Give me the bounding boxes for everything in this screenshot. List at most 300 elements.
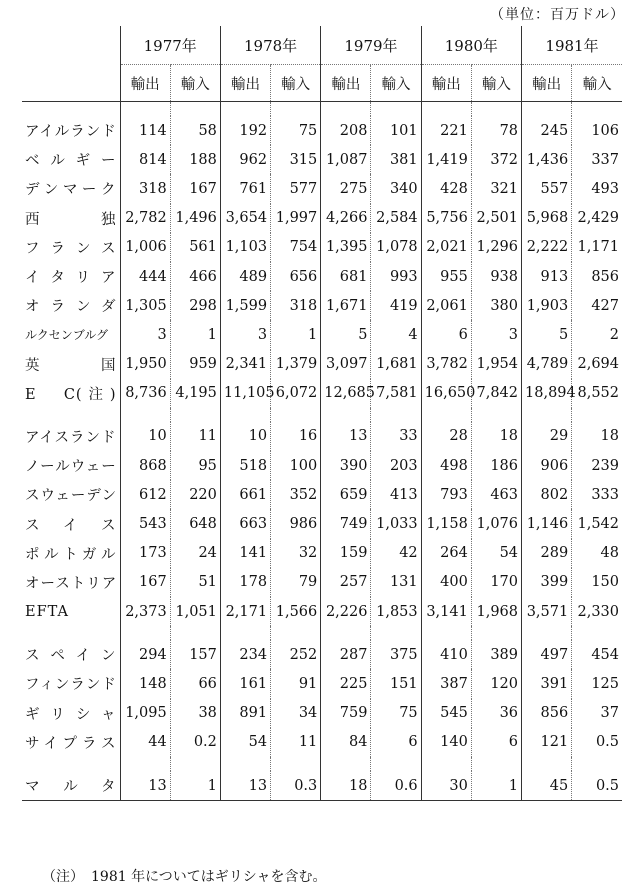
import-value: 959 [170, 350, 220, 379]
spacer-cell [22, 626, 120, 640]
spacer-cell [120, 626, 170, 640]
export-value: 3,141 [421, 597, 471, 626]
import-value: 1,566 [271, 597, 321, 626]
import-value: 1,542 [577, 516, 619, 533]
country-label: 西 独 [22, 204, 120, 233]
import-value: 0.3 [271, 771, 321, 801]
export-value: 497 [522, 640, 572, 669]
export-value: 663 [220, 509, 270, 538]
import-value: 7,581 [371, 379, 421, 408]
spacer-cell [220, 102, 270, 117]
import-value: 419 [371, 291, 421, 320]
table-row [22, 568, 622, 597]
table-row [22, 699, 622, 728]
export-value: 13 [120, 771, 170, 801]
export-value: 54 [220, 728, 270, 757]
import-value: 1,296 [471, 233, 521, 262]
export-value: 225 [321, 669, 371, 698]
export-header: 輸出 [120, 65, 170, 102]
country-label: フィンランド [22, 669, 120, 698]
spacer-cell [220, 626, 270, 640]
export-value: 121 [522, 728, 572, 757]
import-value: 427 [591, 297, 619, 314]
import-value: 150 [591, 574, 619, 591]
year-header: 1977年 [120, 26, 220, 65]
import-value: 1,171 [577, 239, 619, 256]
export-value: 208 [321, 116, 371, 145]
import-value: 6 [371, 728, 421, 757]
import-value: 220 [170, 480, 220, 509]
export-value: 3,782 [421, 350, 471, 379]
export-value: 13 [321, 422, 371, 451]
import-value: 157 [170, 640, 220, 669]
import-value: 298 [170, 291, 220, 320]
export-value: 387 [421, 669, 471, 698]
export-value: 173 [120, 539, 170, 568]
table-row [22, 350, 622, 379]
country-label: E C(注) [22, 379, 120, 408]
import-value: 2,429 [577, 210, 619, 227]
export-value: 44 [120, 728, 170, 757]
export-value: 287 [321, 640, 371, 669]
spacer-cell [421, 408, 471, 422]
import-value: 381 [371, 145, 421, 174]
import-value: 4 [371, 320, 421, 349]
export-value: 234 [220, 640, 270, 669]
export-value: 2,782 [120, 204, 170, 233]
spacer-cell [22, 757, 120, 771]
spacer-cell [471, 626, 521, 640]
import-value: 151 [371, 669, 421, 698]
import-value: 4,195 [170, 379, 220, 408]
corner-cell [22, 65, 120, 102]
footnote: （注） 1981 年についてはギリシャを含む。 [42, 869, 327, 885]
export-value: 856 [522, 699, 572, 728]
export-value: 444 [120, 262, 170, 291]
import-value: 0.5 [595, 734, 619, 751]
export-value: 10 [220, 422, 270, 451]
import-value: 337 [591, 151, 619, 168]
spacer-cell [120, 408, 170, 422]
export-value: 802 [522, 480, 572, 509]
import-value: 6,072 [271, 379, 321, 408]
export-value: 1,671 [321, 291, 371, 320]
export-value: 1,436 [522, 145, 572, 174]
spacer-cell [170, 408, 220, 422]
import-value: 91 [271, 669, 321, 698]
table-row [22, 597, 622, 626]
spacer-cell [271, 626, 321, 640]
import-value: 333 [591, 486, 619, 503]
country-label: EFTA [22, 597, 120, 626]
spacer-cell [471, 102, 521, 117]
table-row [22, 145, 622, 174]
import-value: 2,694 [577, 356, 619, 373]
spacer-cell [522, 102, 572, 117]
export-value: 793 [421, 480, 471, 509]
export-value: 18 [321, 771, 371, 801]
import-value: 37 [600, 705, 619, 722]
table-row [22, 728, 622, 757]
export-value: 891 [220, 699, 270, 728]
country-label: ポルトガル [22, 539, 120, 568]
import-value: 0.5 [572, 771, 622, 801]
export-value: 148 [120, 669, 170, 698]
table-row [22, 116, 622, 145]
export-value: 1,146 [522, 509, 572, 538]
import-value: 7,842 [471, 379, 521, 408]
import-value: 167 [170, 174, 220, 203]
import-value: 0.6 [371, 771, 421, 801]
import-value: 38 [170, 699, 220, 728]
table-row [22, 451, 622, 480]
export-value: 659 [321, 480, 371, 509]
spacer-cell [522, 408, 572, 422]
import-value: 1 [170, 771, 220, 801]
country-label: イタリア [22, 262, 120, 291]
export-header: 輸出 [522, 65, 572, 102]
table-row [22, 640, 622, 669]
import-value: 78 [471, 116, 521, 145]
corner-cell [22, 26, 120, 65]
table-row [22, 379, 622, 408]
export-value: 1,158 [421, 509, 471, 538]
export-value: 761 [220, 174, 270, 203]
import-value: 170 [471, 568, 521, 597]
export-value: 3,571 [522, 597, 572, 626]
import-value: 656 [271, 262, 321, 291]
export-value: 3,654 [220, 204, 270, 233]
import-value: 0.2 [170, 728, 220, 757]
import-value: 340 [371, 174, 421, 203]
import-value: 493 [591, 180, 619, 197]
import-value: 856 [591, 268, 619, 285]
export-header: 輸出 [421, 65, 471, 102]
spacer-cell [421, 757, 471, 771]
spacer-cell [522, 626, 572, 640]
import-value: 24 [170, 539, 220, 568]
spacer-cell [271, 102, 321, 117]
import-value: 1,954 [471, 350, 521, 379]
import-value: 252 [271, 640, 321, 669]
import-value: 2,330 [577, 603, 619, 620]
export-value: 192 [220, 116, 270, 145]
import-value: 2 [609, 326, 619, 343]
spacer-cell [170, 757, 220, 771]
spacer-cell [572, 757, 622, 771]
export-value: 3,097 [321, 350, 371, 379]
import-header: 輸入 [271, 65, 321, 102]
table-row [22, 669, 622, 698]
import-value: 36 [471, 699, 521, 728]
import-value: 2,584 [371, 204, 421, 233]
export-value: 178 [220, 568, 270, 597]
import-value: 95 [170, 451, 220, 480]
export-value: 16,650 [421, 379, 471, 408]
spacer-cell [572, 626, 622, 640]
export-value: 428 [421, 174, 471, 203]
import-value: 11 [271, 728, 321, 757]
import-value: 318 [271, 291, 321, 320]
group-spacer [22, 626, 622, 640]
import-value: 32 [271, 539, 321, 568]
import-header: 輸入 [471, 65, 521, 102]
import-value: 48 [600, 545, 619, 562]
spacer-cell [220, 408, 270, 422]
unit-caption: （単位：百万ドル） [490, 7, 625, 23]
export-value: 4,789 [522, 350, 572, 379]
export-value: 814 [120, 145, 170, 174]
import-value: 203 [371, 451, 421, 480]
import-value: 186 [471, 451, 521, 480]
export-value: 2,341 [220, 350, 270, 379]
export-value: 140 [421, 728, 471, 757]
export-value: 275 [321, 174, 371, 203]
export-value: 399 [522, 568, 572, 597]
import-value: 42 [371, 539, 421, 568]
table-row [22, 174, 622, 203]
group-spacer [22, 757, 622, 771]
import-value: 18 [471, 422, 521, 451]
table-row [22, 539, 622, 568]
export-value: 2,171 [220, 597, 270, 626]
import-value: 3 [471, 320, 521, 349]
spacer-cell [271, 408, 321, 422]
export-value: 30 [421, 771, 471, 801]
export-value: 5 [522, 320, 572, 349]
export-value: 557 [522, 174, 572, 203]
export-value: 10 [120, 422, 170, 451]
import-value: 34 [271, 699, 321, 728]
export-value: 294 [120, 640, 170, 669]
country-label: デンマーク [22, 174, 120, 203]
spacer-cell [321, 757, 371, 771]
import-value: 188 [170, 145, 220, 174]
export-value: 3 [220, 320, 270, 349]
spacer-cell [271, 757, 321, 771]
import-value: 239 [591, 457, 619, 474]
spacer-cell [120, 757, 170, 771]
import-value: 375 [371, 640, 421, 669]
import-value: 938 [471, 262, 521, 291]
country-label: 英 国 [22, 350, 120, 379]
spacer-cell [22, 408, 120, 422]
table-row [22, 509, 622, 538]
import-value: 54 [471, 539, 521, 568]
import-value: 66 [170, 669, 220, 698]
import-value: 11 [170, 422, 220, 451]
import-header: 輸入 [371, 65, 421, 102]
country-label: スウェーデン [22, 480, 120, 509]
export-value: 29 [522, 422, 572, 451]
group-spacer [22, 102, 622, 117]
import-value: 51 [170, 568, 220, 597]
import-value: 993 [371, 262, 421, 291]
country-label: オーストリア [22, 568, 120, 597]
spacer-cell [321, 626, 371, 640]
table-row [22, 771, 622, 801]
export-value: 759 [321, 699, 371, 728]
spacer-cell [421, 102, 471, 117]
export-value: 3 [120, 320, 170, 349]
import-value: 352 [271, 480, 321, 509]
import-value: 1,033 [371, 509, 421, 538]
export-value: 391 [522, 669, 572, 698]
country-label: ギリシャ [22, 699, 120, 728]
spacer-cell [522, 757, 572, 771]
import-value: 1,078 [371, 233, 421, 262]
export-value: 1,950 [120, 350, 170, 379]
export-value: 161 [220, 669, 270, 698]
export-value: 5 [321, 320, 371, 349]
export-value: 167 [120, 568, 170, 597]
import-value: 413 [371, 480, 421, 509]
import-value: 18 [600, 428, 619, 445]
import-value: 1,379 [271, 350, 321, 379]
country-label: マルタ [22, 771, 120, 801]
import-value: 2,501 [471, 204, 521, 233]
export-value: 289 [522, 539, 572, 568]
export-value: 1,095 [120, 699, 170, 728]
import-value: 454 [591, 646, 619, 663]
import-header: 輸入 [572, 65, 622, 102]
export-value: 1,087 [321, 145, 371, 174]
import-value: 1,076 [471, 509, 521, 538]
spacer-cell [371, 626, 421, 640]
import-value: 1 [471, 771, 521, 801]
export-value: 4,266 [321, 204, 371, 233]
export-value: 489 [220, 262, 270, 291]
import-value: 754 [271, 233, 321, 262]
export-value: 543 [120, 509, 170, 538]
import-value: 986 [271, 509, 321, 538]
import-value: 6 [471, 728, 521, 757]
group-spacer [22, 408, 622, 422]
import-value: 16 [271, 422, 321, 451]
spacer-cell [421, 626, 471, 640]
spacer-cell [170, 626, 220, 640]
table-row [22, 233, 622, 262]
export-value: 18,894 [522, 379, 572, 408]
import-value: 577 [271, 174, 321, 203]
export-value: 1,395 [321, 233, 371, 262]
country-label: ノールウェー [22, 451, 120, 480]
spacer-cell [371, 102, 421, 117]
table-row [22, 422, 622, 451]
import-value: 1,051 [170, 597, 220, 626]
import-value: 389 [471, 640, 521, 669]
table-body [22, 102, 622, 801]
import-value: 380 [471, 291, 521, 320]
export-value: 114 [120, 116, 170, 145]
export-value: 159 [321, 539, 371, 568]
import-value: 125 [591, 675, 619, 692]
spacer-cell [22, 102, 120, 117]
export-value: 2,226 [321, 597, 371, 626]
country-label: アイスランド [22, 422, 120, 451]
spacer-cell [572, 102, 622, 117]
export-value: 264 [421, 539, 471, 568]
country-label: ルクセンブルグ [22, 320, 120, 349]
spacer-cell [371, 757, 421, 771]
export-value: 913 [522, 262, 572, 291]
export-value: 5,968 [522, 204, 572, 233]
export-value: 28 [421, 422, 471, 451]
export-value: 1,305 [120, 291, 170, 320]
year-header-row [22, 26, 622, 65]
import-value: 463 [471, 480, 521, 509]
export-value: 400 [421, 568, 471, 597]
import-value: 466 [170, 262, 220, 291]
spacer-cell [471, 408, 521, 422]
table-row [22, 480, 622, 509]
export-value: 5,756 [421, 204, 471, 233]
import-value: 100 [271, 451, 321, 480]
import-value: 1 [271, 320, 321, 349]
country-label: スペイン [22, 640, 120, 669]
spacer-cell [120, 102, 170, 117]
year-header: 1979年 [321, 26, 421, 65]
export-value: 12,685 [321, 379, 371, 408]
import-value: 79 [271, 568, 321, 597]
export-value: 749 [321, 509, 371, 538]
export-value: 2,222 [522, 233, 572, 262]
export-value: 13 [220, 771, 270, 801]
spacer-cell [321, 408, 371, 422]
import-value: 106 [591, 122, 619, 139]
export-value: 2,061 [421, 291, 471, 320]
import-value: 120 [471, 669, 521, 698]
import-value: 1,681 [371, 350, 421, 379]
spacer-cell [471, 757, 521, 771]
export-value: 681 [321, 262, 371, 291]
export-value: 1,419 [421, 145, 471, 174]
year-header: 1981年 [522, 26, 622, 65]
country-label: サイプラス [22, 728, 120, 757]
export-value: 257 [321, 568, 371, 597]
import-value: 315 [271, 145, 321, 174]
import-value: 1 [170, 320, 220, 349]
export-value: 2,021 [421, 233, 471, 262]
import-value: 1,853 [371, 597, 421, 626]
table-row [22, 262, 622, 291]
year-header: 1980年 [421, 26, 521, 65]
country-label: フランス [22, 233, 120, 262]
export-value: 962 [220, 145, 270, 174]
export-value: 221 [421, 116, 471, 145]
spacer-cell [572, 408, 622, 422]
export-value: 1,103 [220, 233, 270, 262]
import-value: 648 [170, 509, 220, 538]
import-value: 561 [170, 233, 220, 262]
export-value: 518 [220, 451, 270, 480]
export-value: 955 [421, 262, 471, 291]
export-value: 545 [421, 699, 471, 728]
import-value: 1,997 [271, 204, 321, 233]
export-value: 2,373 [120, 597, 170, 626]
table-row [22, 291, 622, 320]
table-row [22, 204, 622, 233]
export-value: 84 [321, 728, 371, 757]
import-value: 1,968 [471, 597, 521, 626]
export-value: 11,105 [220, 379, 270, 408]
import-value: 75 [271, 116, 321, 145]
year-header: 1978年 [220, 26, 320, 65]
export-value: 498 [421, 451, 471, 480]
import-value: 8,552 [577, 385, 619, 402]
export-value: 141 [220, 539, 270, 568]
export-header: 輸出 [220, 65, 270, 102]
